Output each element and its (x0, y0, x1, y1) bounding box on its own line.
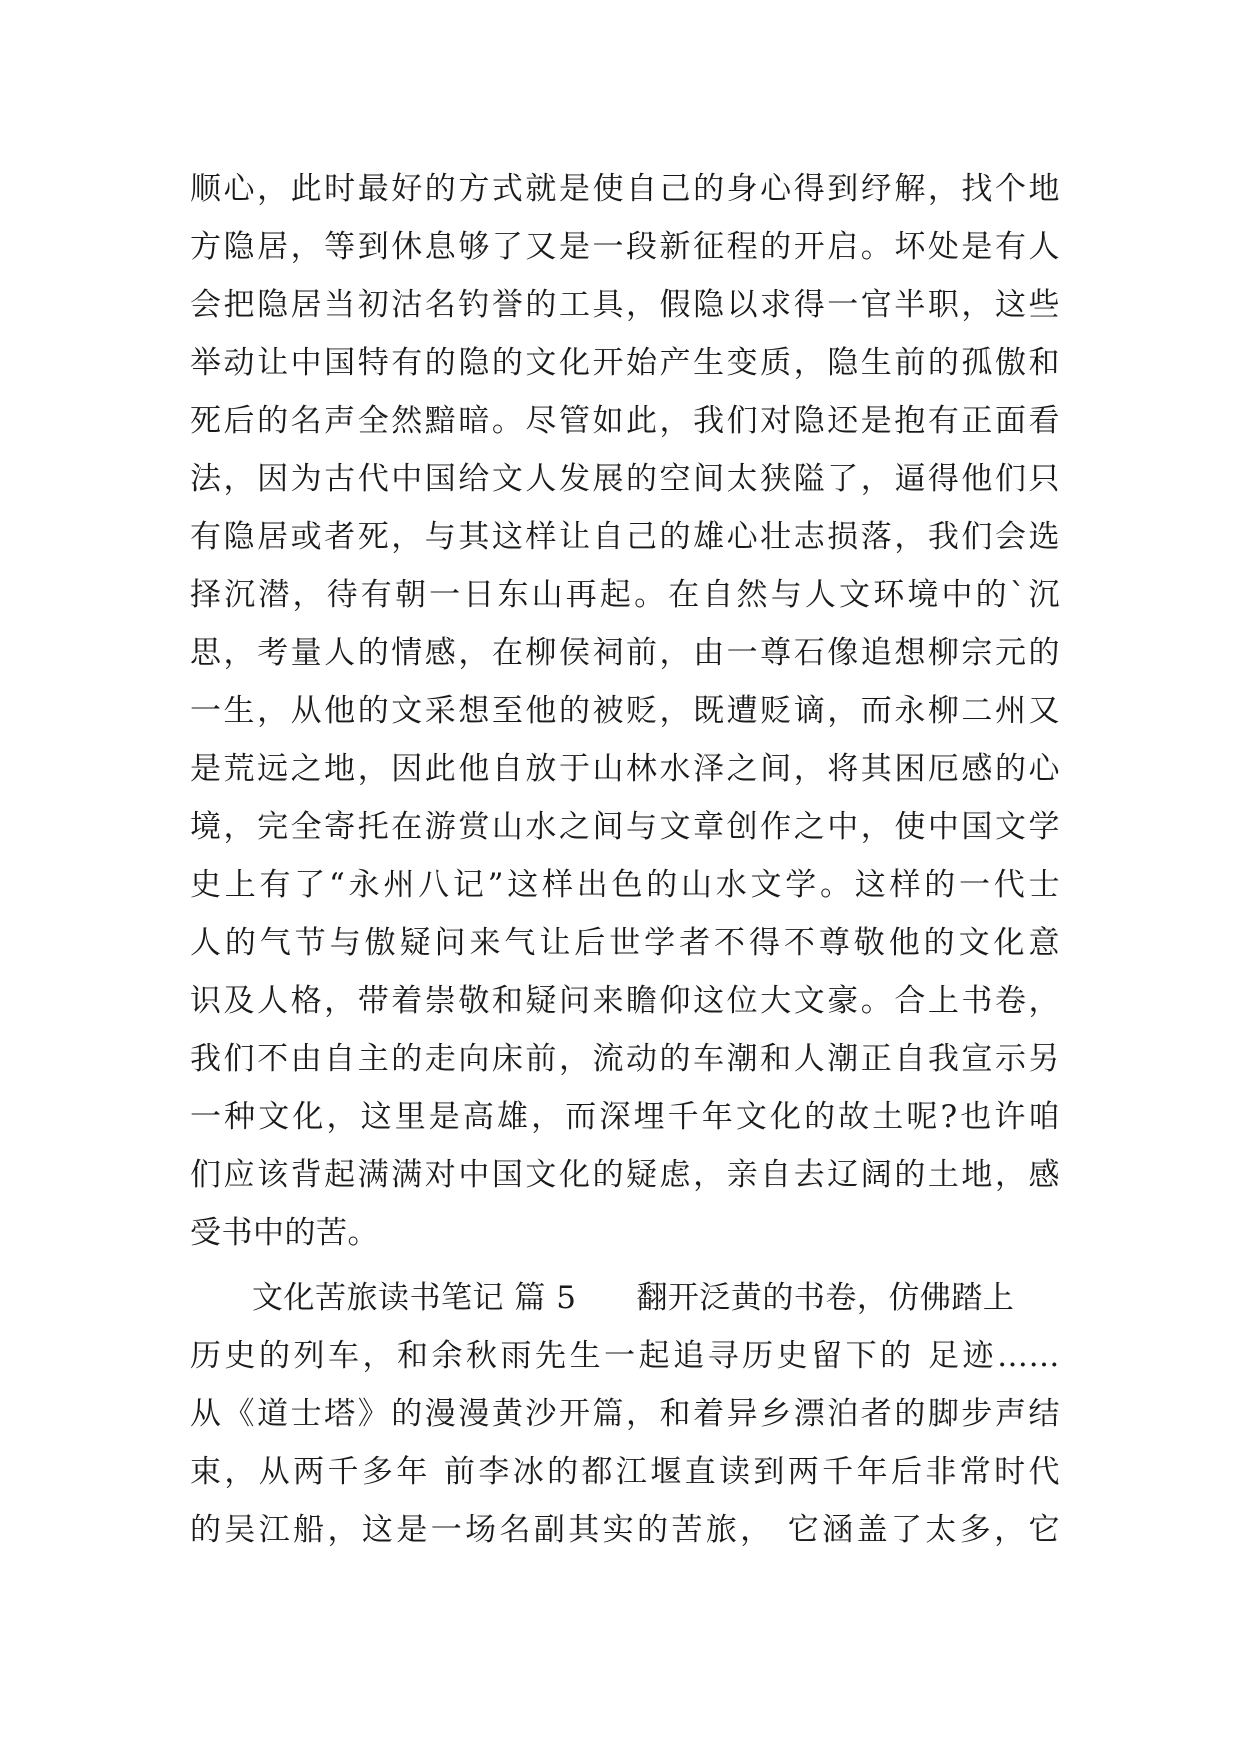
text-line: 择沉潜，待有朝一日东山再起。在自然与人文环境中的`沉 (190, 577, 1060, 613)
text-line: 我们不由自主的走向床前，流动的车潮和人潮正自我宣示另 (190, 1041, 1060, 1077)
body-text (190, 160, 1060, 1559)
text-line: 人的气节与傲疑问来气让后世学者不得不尊敬他的文化意 (190, 925, 1060, 961)
text-line: 的吴江船，这是一场名副其实的苦旅， 它涵盖了太多，它 (190, 1512, 1060, 1548)
text-line: 死后的名声全然黯暗。尽管如此，我们对隐还是抱有正面看 (190, 403, 1060, 439)
text-line: 们应该背起满满对中国文化的疑虑，亲自去辽阔的土地，感 (190, 1157, 1060, 1193)
text-line: 顺心，此时最好的方式就是使自己的身心得到纾解，找个地 (190, 171, 1060, 207)
text-line: 识及人格，带着崇敬和疑问来瞻仰这位大文豪。合上书卷， (190, 983, 1060, 1019)
text-line: 一生，从他的文采想至他的被贬，既遭贬谪，而永柳二州又 (190, 693, 1060, 729)
text-line: 从《道士塔》的漫漫黄沙开篇，和着异乡漂泊者的脚步声结 (190, 1396, 1060, 1432)
section-first-line-text: 翻开泛黄的书卷，仿佛踏上 (636, 1280, 1015, 1316)
text-line: 束，从两千多年 前李冰的都江堰直读到两千年后非常时代 (190, 1454, 1060, 1490)
text-line: 方隐居，等到休息够了又是一段新征程的开启。坏处是有人 (190, 229, 1060, 265)
text-line: 是荒远之地，因此他自放于山林水泽之间，将其困厄感的心 (190, 751, 1060, 787)
paragraph-2 (190, 1269, 1060, 1559)
text-line: 会把隐居当初沽名钓誉的工具，假隐以求得一官半职，这些 (190, 287, 1060, 323)
text-line: 一种文化，这里是高雄，而深埋千年文化的故土呢?也许咱 (190, 1099, 1060, 1135)
text-line: 史上有了“永州八记”这样出色的山水文学。这样的一代士 (190, 867, 1060, 903)
text-line: 历史的列车，和余秋雨先生一起追寻历史留下的 足迹…… (190, 1338, 1060, 1374)
section-heading-line (190, 1269, 1060, 1327)
paragraph-1 (190, 160, 1060, 1262)
text-line: 举动让中国特有的隐的文化开始产生变质，隐生前的孤傲和 (190, 345, 1060, 381)
section-heading: 文化苦旅读书笔记 篇 5 (252, 1280, 577, 1316)
text-line: 法，因为古代中国给文人发展的空间太狭隘了，逼得他们只 (190, 461, 1060, 497)
text-line: 境，完全寄托在游赏山水之间与文章创作之中，使中国文学 (190, 809, 1060, 845)
text-line: 有隐居或者死，与其这样让自己的雄心壮志损落，我们会选 (190, 519, 1060, 555)
paragraph-gap (190, 1262, 1060, 1269)
text-line: 思，考量人的情感，在柳侯祠前，由一尊石像追想柳宗元的 (190, 635, 1060, 671)
text-line: 受书中的苦。 (190, 1215, 379, 1251)
